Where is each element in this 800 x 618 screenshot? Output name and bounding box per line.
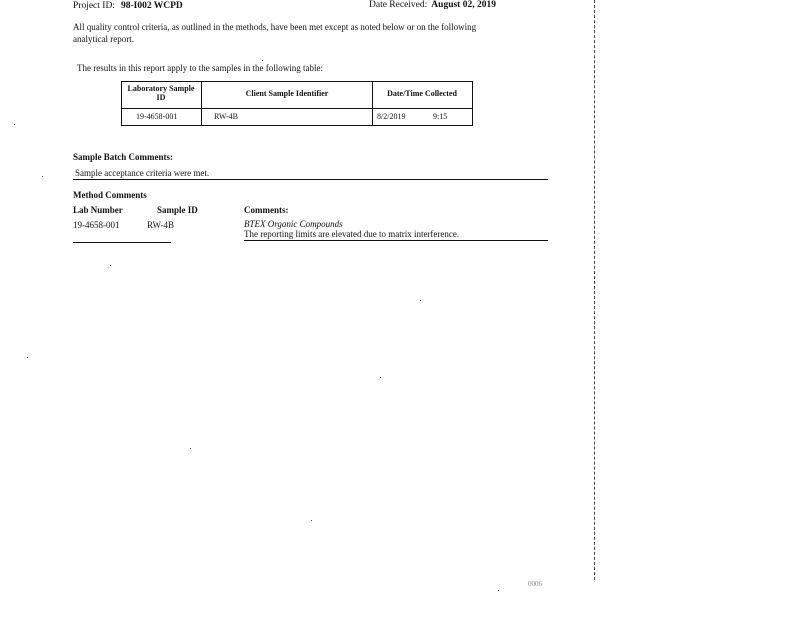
scan-speck bbox=[42, 176, 43, 177]
batch-divider bbox=[73, 179, 548, 180]
cell-time-collected: 9:15 bbox=[433, 112, 448, 121]
method-comments-title: Method Comments bbox=[73, 190, 147, 200]
date-received-label: Date Received: bbox=[369, 0, 428, 10]
scan-speck bbox=[190, 448, 191, 449]
method-row-sample-id: RW-4B bbox=[147, 220, 175, 230]
scan-speck bbox=[498, 590, 499, 591]
method-row-comment: The reporting limits are elevated due to matrix interference. bbox=[244, 229, 460, 239]
project-id-line bbox=[73, 1, 183, 11]
samples-table bbox=[121, 81, 473, 126]
scan-speck bbox=[27, 357, 28, 358]
date-received-line bbox=[369, 0, 496, 10]
header-client-sample-identifier: Client Sample Identifier bbox=[245, 89, 329, 98]
scan-speck bbox=[262, 60, 263, 61]
method-row-lab-number: 19-4658-001 bbox=[73, 220, 120, 230]
cell-client-sample-id: RW-4B bbox=[214, 112, 239, 121]
date-received-value: August 02, 2019 bbox=[431, 0, 496, 10]
scan-speck bbox=[420, 300, 421, 301]
cell-lab-sample-id: 19-4658-001 bbox=[136, 112, 178, 121]
project-id-value: 98-I002 WCPD bbox=[120, 1, 183, 11]
method-divider bbox=[244, 240, 548, 241]
batch-comments-title: Sample Batch Comments: bbox=[73, 152, 173, 162]
batch-comments-text: Sample acceptance criteria were met. bbox=[75, 168, 210, 178]
method-divider-left bbox=[73, 242, 171, 243]
scan-edge-line bbox=[594, 0, 596, 580]
scan-speck bbox=[14, 124, 15, 125]
scan-speck bbox=[380, 377, 381, 378]
column-divider bbox=[201, 82, 202, 125]
page-number: 0006 bbox=[528, 580, 542, 588]
method-header-comments: Comments: bbox=[244, 205, 289, 215]
column-divider bbox=[372, 82, 373, 125]
header-lab-sample-id: Laboratory Sample ID bbox=[127, 84, 195, 102]
project-id-label: Project ID: bbox=[73, 1, 115, 11]
cell-date-collected: 8/2/2019 bbox=[377, 112, 406, 121]
qc-statement: All quality control criteria, as outlined in the methods, have been met except as noted below or on the following analytical report. bbox=[73, 22, 477, 44]
method-header-sample-id: Sample ID bbox=[157, 205, 198, 215]
method-header-lab-number: Lab Number bbox=[73, 205, 123, 215]
header-divider bbox=[122, 108, 472, 109]
method-row-method-name: BTEX Organic Compounds bbox=[244, 219, 343, 229]
samples-intro: The results in this report apply to the samples in the following table: bbox=[77, 63, 323, 73]
scan-speck bbox=[311, 520, 312, 521]
header-date-time-collected: Date/Time Collected bbox=[387, 89, 457, 98]
scan-speck bbox=[110, 265, 111, 266]
